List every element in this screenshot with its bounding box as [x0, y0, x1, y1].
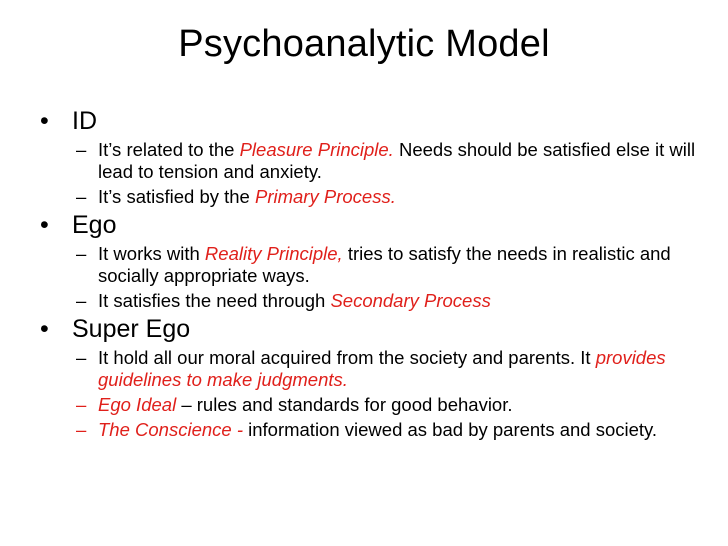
dash-icon: –: [76, 394, 87, 415]
sub-bullet: [40, 186, 710, 208]
slide-content: [40, 104, 710, 441]
bullet-dot-icon: •: [40, 107, 49, 135]
sub-bullet-emphasis: Secondary Process: [330, 290, 491, 311]
sub-bullet: [40, 290, 710, 312]
sub-bullet-text: It’s related to the: [98, 139, 240, 160]
sub-bullet-emphasis: Pleasure Principle.: [239, 139, 394, 160]
bullet-heading: ID: [72, 107, 97, 135]
sub-bullet: [40, 243, 710, 287]
sub-bullet-text: It satisfies the need through: [98, 290, 331, 311]
sub-bullet-text: – rules and standards for good behavior.: [176, 394, 513, 415]
sub-bullet-text: tries to satisfy the needs in realistic and socially appropriate ways.: [98, 243, 671, 286]
dash-icon: –: [76, 186, 87, 207]
sub-bullet-text: information viewed as bad by parents and society.: [242, 419, 658, 440]
bullet-heading: Ego: [72, 211, 117, 239]
sub-bullet-emphasis: provides guidelines to make judgments.: [98, 347, 666, 390]
sub-bullet-text: It hold all our moral acquired from the society and parents. It: [98, 347, 596, 368]
bullet-dot-icon: •: [40, 315, 49, 343]
sub-bullet-text: It works with: [98, 243, 205, 264]
bullet-super-ego: [40, 314, 710, 344]
sub-bullet: [40, 394, 710, 416]
dash-icon: –: [76, 347, 87, 368]
dash-icon: –: [76, 243, 87, 264]
bullet-dot-icon: •: [40, 211, 49, 239]
sub-bullet-emphasis: Ego Ideal: [98, 394, 177, 415]
slide-title: Psychoanalytic Model: [178, 23, 550, 65]
dash-icon: –: [76, 419, 87, 440]
sub-bullet: [40, 419, 710, 441]
sub-bullet-emphasis: Reality Principle,: [204, 243, 343, 264]
sub-bullet: [40, 347, 710, 391]
sub-bullet: [40, 139, 710, 183]
bullet-ego: [40, 210, 710, 240]
bullet-heading: Super Ego: [72, 315, 191, 343]
dash-icon: –: [76, 290, 87, 311]
sub-bullet-text: Needs should be satisfied else it will lead to tension and anxiety.: [98, 139, 696, 182]
sub-bullet-text: It’s satisfied by the: [98, 186, 255, 207]
sub-bullet-emphasis: Primary Process.: [255, 186, 396, 207]
bullet-id: [40, 106, 710, 136]
dash-icon: –: [76, 139, 87, 160]
sub-bullet-emphasis: The Conscience -: [98, 419, 243, 440]
